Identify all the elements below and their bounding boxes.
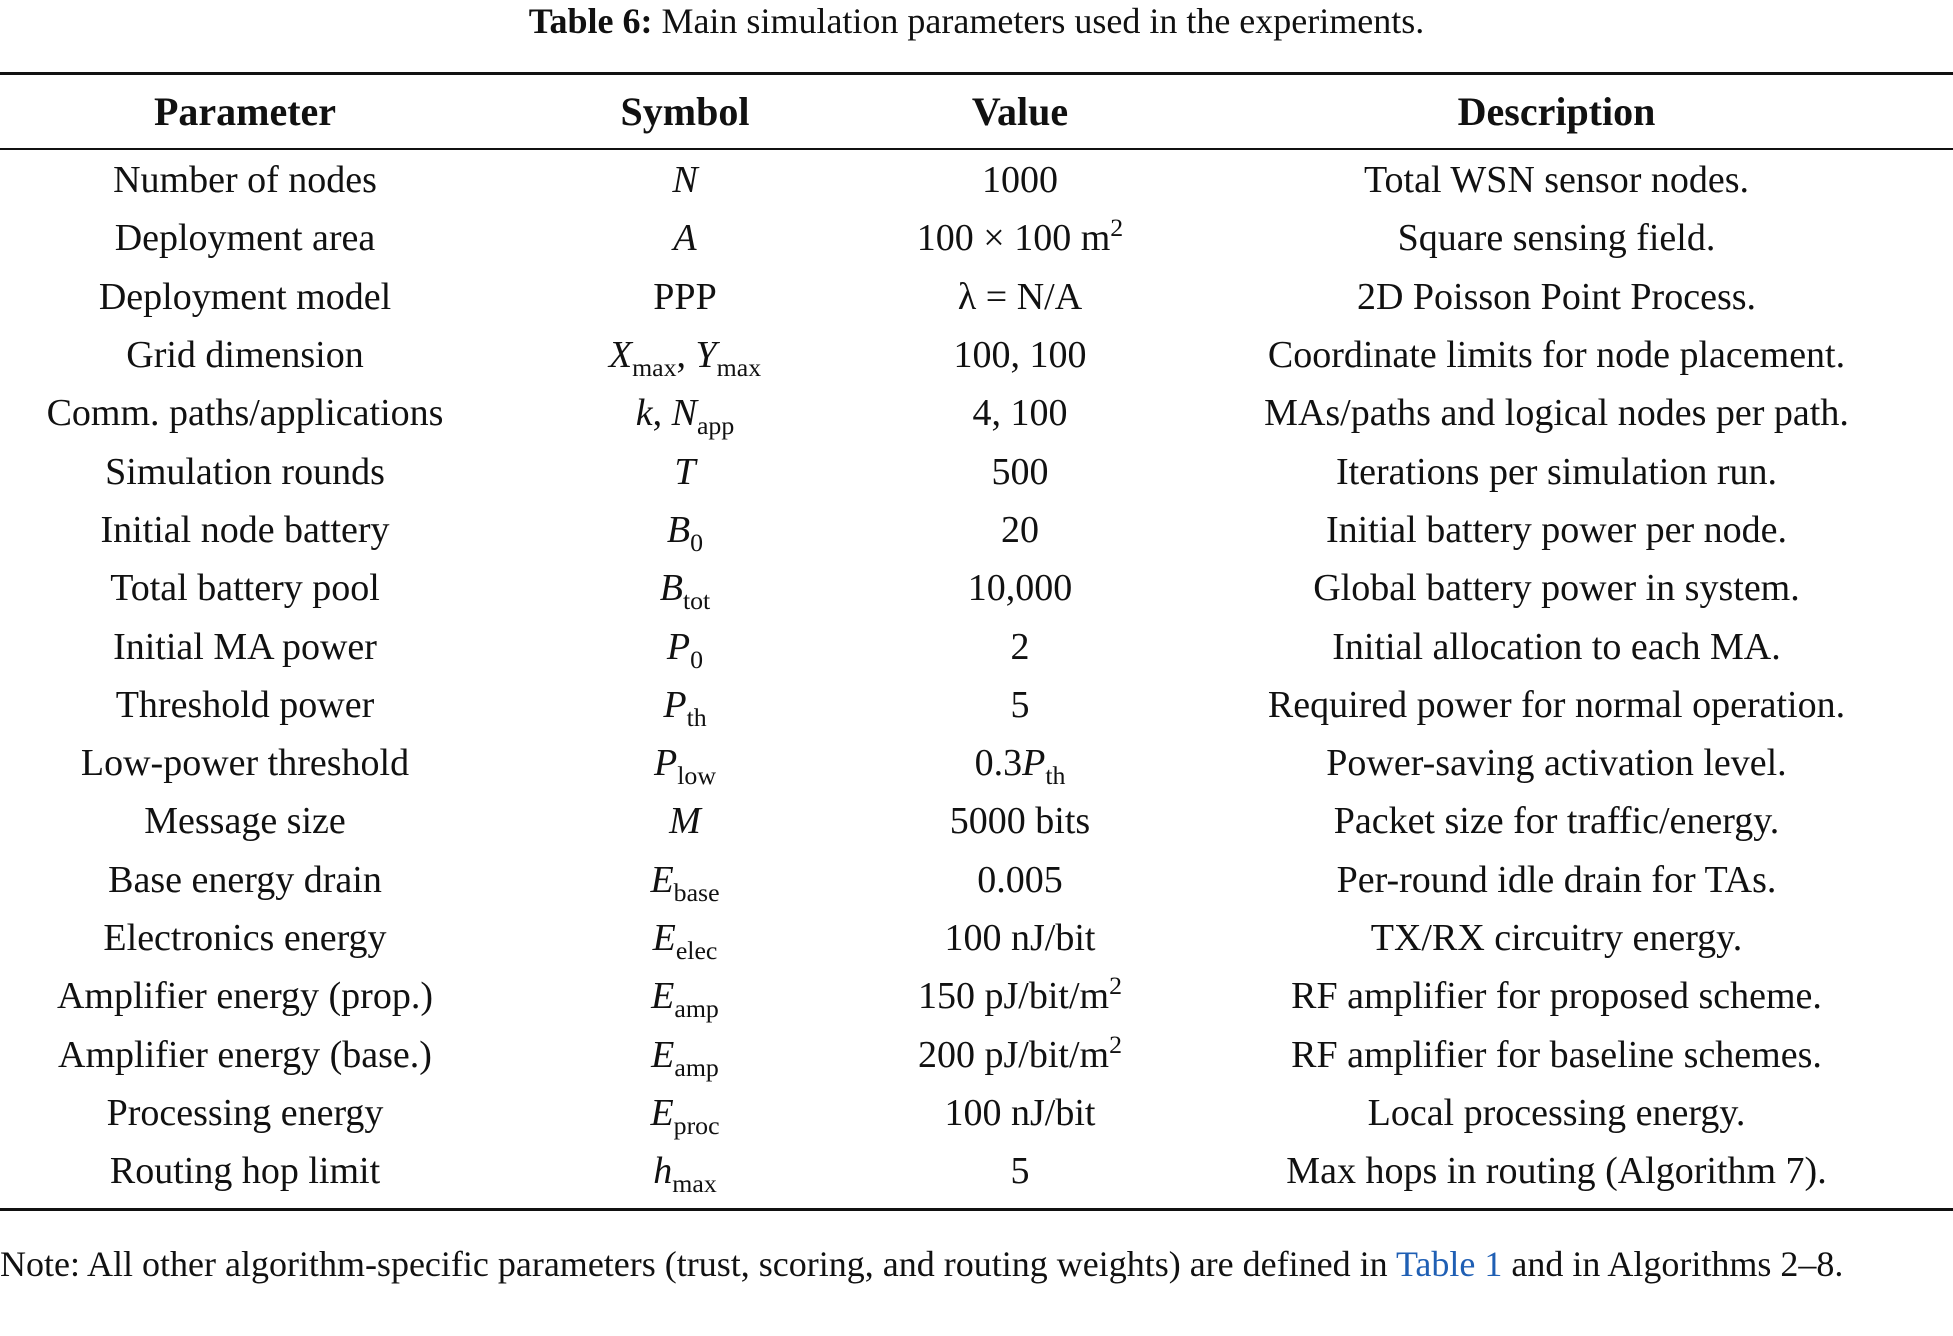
table1-link[interactable]: Table 1 [1395, 1244, 1503, 1284]
cell-value [880, 501, 1160, 559]
symbol-subscript: low [677, 761, 716, 791]
cell-symbol [490, 149, 880, 209]
cell-symbol [490, 617, 880, 675]
cell-description: Iterations per simulation run. [1335, 450, 1778, 493]
value-text: 5 [1010, 683, 1030, 726]
table-row [0, 851, 1953, 909]
cell-description: Initial battery power per node. [1325, 508, 1788, 551]
value-text: 100, 100 [953, 334, 1087, 377]
caption-label: Table 6: [528, 1, 653, 41]
symbol-base: X [608, 334, 633, 377]
table-row [0, 617, 1953, 675]
cell-value [880, 268, 1160, 326]
symbol-base: E [650, 858, 674, 901]
symbol-base: E [650, 1091, 674, 1134]
value-text: 100 nJ/bit [944, 917, 1096, 959]
symbol-base-2: Y [695, 334, 717, 377]
symbol-base: B [666, 508, 691, 551]
value-superscript: 2 [1109, 1029, 1122, 1059]
cell-description: TX/RX circuitry energy. [1370, 917, 1743, 959]
table-row [0, 209, 1953, 267]
symbol-base: P [663, 683, 687, 726]
cell-description: Total WSN sensor nodes. [1363, 159, 1750, 202]
value-text: 2 [1010, 625, 1030, 668]
value-text: 150 pJ/bit/m [918, 975, 1110, 1018]
cell-parameter: Message size [144, 800, 346, 843]
symbol-base: k [635, 392, 653, 435]
table-row [0, 149, 1953, 209]
symbol-base: E [651, 1033, 675, 1076]
cell-value [880, 851, 1160, 909]
cell-symbol [490, 967, 880, 1025]
cell-value [880, 442, 1160, 500]
cell-description: Packet size for traffic/energy. [1333, 800, 1780, 843]
cell-symbol [490, 792, 880, 850]
value-text: 200 pJ/bit/m [918, 1033, 1110, 1076]
value-text: 5000 bits [949, 800, 1091, 843]
cell-description: Square sensing field. [1397, 217, 1716, 260]
table-note [0, 1238, 1953, 1290]
cell-value [880, 617, 1160, 675]
table-row [0, 792, 1953, 850]
cell-parameter: Amplifier energy (prop.) [56, 975, 433, 1018]
cell-description: RF amplifier for baseline schemes. [1291, 1033, 1822, 1076]
table-row [0, 967, 1953, 1025]
table-row [0, 1025, 1953, 1083]
cell-value [880, 734, 1160, 792]
symbol-subscript: tot [682, 586, 711, 616]
caption-text: Main simulation parameters used in the experiments. [661, 1, 1425, 41]
note-prefix: Note: All other algorithm-specific parameters (trust, scoring, and routing weights) are defined in [0, 1244, 1388, 1284]
cell-value [880, 1025, 1160, 1083]
cell-value [880, 676, 1160, 734]
cell-parameter: Threshold power [115, 683, 375, 726]
cell-symbol [490, 209, 880, 267]
value-superscript: 2 [1110, 213, 1124, 243]
table-row [0, 1084, 1953, 1142]
symbol-subscript: proc [673, 1110, 720, 1140]
symbol-subscript: 0 [690, 644, 704, 674]
cell-parameter: Deployment area [114, 217, 376, 260]
cell-value [880, 909, 1160, 967]
cell-symbol [490, 559, 880, 617]
table-row [0, 442, 1953, 500]
cell-description: Local processing energy. [1367, 1091, 1746, 1134]
cell-parameter: Number of nodes [113, 159, 377, 202]
cell-parameter: Electronics energy [103, 917, 387, 959]
cell-symbol [490, 734, 880, 792]
header-parameter: Parameter [153, 89, 337, 134]
cell-parameter: Simulation rounds [105, 450, 385, 493]
cell-symbol [490, 501, 880, 559]
cell-description: Power-saving activation level. [1326, 742, 1787, 785]
value-symbol: P [1022, 742, 1046, 785]
symbol-base: M [669, 800, 701, 843]
cell-parameter: Grid dimension [126, 334, 364, 377]
parameters-table [0, 74, 1953, 1200]
cell-symbol [490, 326, 880, 384]
table-row [0, 268, 1953, 326]
symbol-base: N [672, 159, 698, 202]
symbol-subscript-2: max [716, 353, 762, 383]
cell-parameter: Processing energy [106, 1091, 384, 1134]
cell-symbol [490, 268, 880, 326]
symbol-base-2: N [671, 392, 697, 435]
cell-parameter: Base energy drain [108, 858, 382, 901]
table-row [0, 384, 1953, 442]
value-text: 500 [991, 450, 1049, 493]
cell-parameter: Comm. paths/applications [46, 392, 444, 435]
cell-symbol [490, 1142, 880, 1200]
table-row [0, 676, 1953, 734]
cell-symbol [490, 676, 880, 734]
symbol-base: PPP [653, 275, 717, 318]
bottom-rule [0, 1208, 1953, 1211]
value-text: 20 [1001, 508, 1039, 551]
symbol-subscript-2: app [696, 411, 735, 441]
symbol-subscript: max [632, 353, 677, 383]
symbol-subscript: amp [674, 1052, 719, 1082]
note-suffix: and in Algorithms 2–8. [1511, 1244, 1844, 1284]
value-text: 100 nJ/bit [944, 1091, 1096, 1134]
cell-description: RF amplifier for proposed scheme. [1291, 975, 1822, 1018]
symbol-base: h [653, 1150, 673, 1193]
header-value: Value [971, 89, 1069, 134]
cell-value [880, 209, 1160, 267]
value-text: 5 [1010, 1150, 1030, 1193]
cell-parameter: Total battery pool [110, 567, 380, 610]
cell-value [880, 792, 1160, 850]
symbol-subscript: amp [674, 994, 719, 1024]
cell-value [880, 967, 1160, 1025]
cell-description: Global battery power in system. [1313, 567, 1800, 610]
table-row [0, 501, 1953, 559]
table-row [0, 734, 1953, 792]
cell-value [880, 559, 1160, 617]
cell-symbol [490, 1025, 880, 1083]
cell-parameter: Deployment model [98, 275, 392, 318]
cell-description: Max hops in routing (Algorithm 7). [1286, 1150, 1827, 1193]
cell-description: Initial allocation to each MA. [1332, 625, 1781, 668]
symbol-subscript: th [686, 702, 707, 732]
value-text: 10,000 [967, 567, 1073, 610]
header-row [0, 74, 1953, 149]
cell-parameter: Routing hop limit [109, 1150, 381, 1193]
cell-symbol [490, 384, 880, 442]
cell-parameter: Initial MA power [113, 625, 377, 668]
symbol-base: A [673, 217, 697, 260]
value-superscript: 2 [1109, 971, 1122, 1001]
symbol-subscript: base [673, 877, 720, 907]
cell-description: Per-round idle drain for TAs. [1336, 858, 1777, 901]
cell-value [880, 1084, 1160, 1142]
header-description: Description [1457, 89, 1656, 134]
value-text: 100 × 100 m [916, 217, 1111, 260]
cell-value [880, 149, 1160, 209]
table-caption [0, 0, 1953, 42]
value-symbol-subscript: th [1045, 761, 1066, 791]
table-row [0, 559, 1953, 617]
table-row [0, 1142, 1953, 1200]
symbol-subscript: elec [675, 936, 718, 966]
cell-parameter: Low-power threshold [80, 742, 410, 785]
header-symbol: Symbol [620, 89, 750, 134]
symbol-separator: , [652, 392, 672, 435]
table-row [0, 909, 1953, 967]
cell-parameter: Initial node battery [100, 508, 390, 551]
table-row [0, 326, 1953, 384]
symbol-separator: , [676, 334, 696, 377]
cell-description: MAs/paths and logical nodes per path. [1264, 392, 1849, 435]
symbol-base: P [666, 625, 691, 668]
cell-value [880, 384, 1160, 442]
symbol-subscript: max [672, 1169, 717, 1199]
value-text: 0.005 [977, 858, 1063, 901]
cell-description: 2D Poisson Point Process. [1356, 275, 1757, 318]
symbol-base: P [654, 742, 678, 785]
cell-value [880, 1142, 1160, 1200]
cell-value [880, 326, 1160, 384]
cell-symbol [490, 442, 880, 500]
value-text: 1000 [982, 159, 1058, 202]
symbol-base: B [659, 567, 683, 610]
cell-description: Required power for normal operation. [1267, 683, 1846, 726]
value-text: λ = N/A [957, 275, 1083, 318]
symbol-base: E [652, 917, 676, 959]
symbol-base: T [674, 450, 696, 493]
cell-symbol [490, 909, 880, 967]
cell-symbol [490, 851, 880, 909]
symbol-subscript: 0 [690, 527, 704, 557]
symbol-base: E [651, 975, 675, 1018]
table-body [0, 149, 1953, 1200]
cell-description: Coordinate limits for node placement. [1267, 334, 1846, 377]
value-text: 4, 100 [972, 392, 1068, 435]
cell-symbol [490, 1084, 880, 1142]
value-text: 0.3 [974, 742, 1023, 785]
cell-parameter: Amplifier energy (base.) [58, 1033, 432, 1076]
